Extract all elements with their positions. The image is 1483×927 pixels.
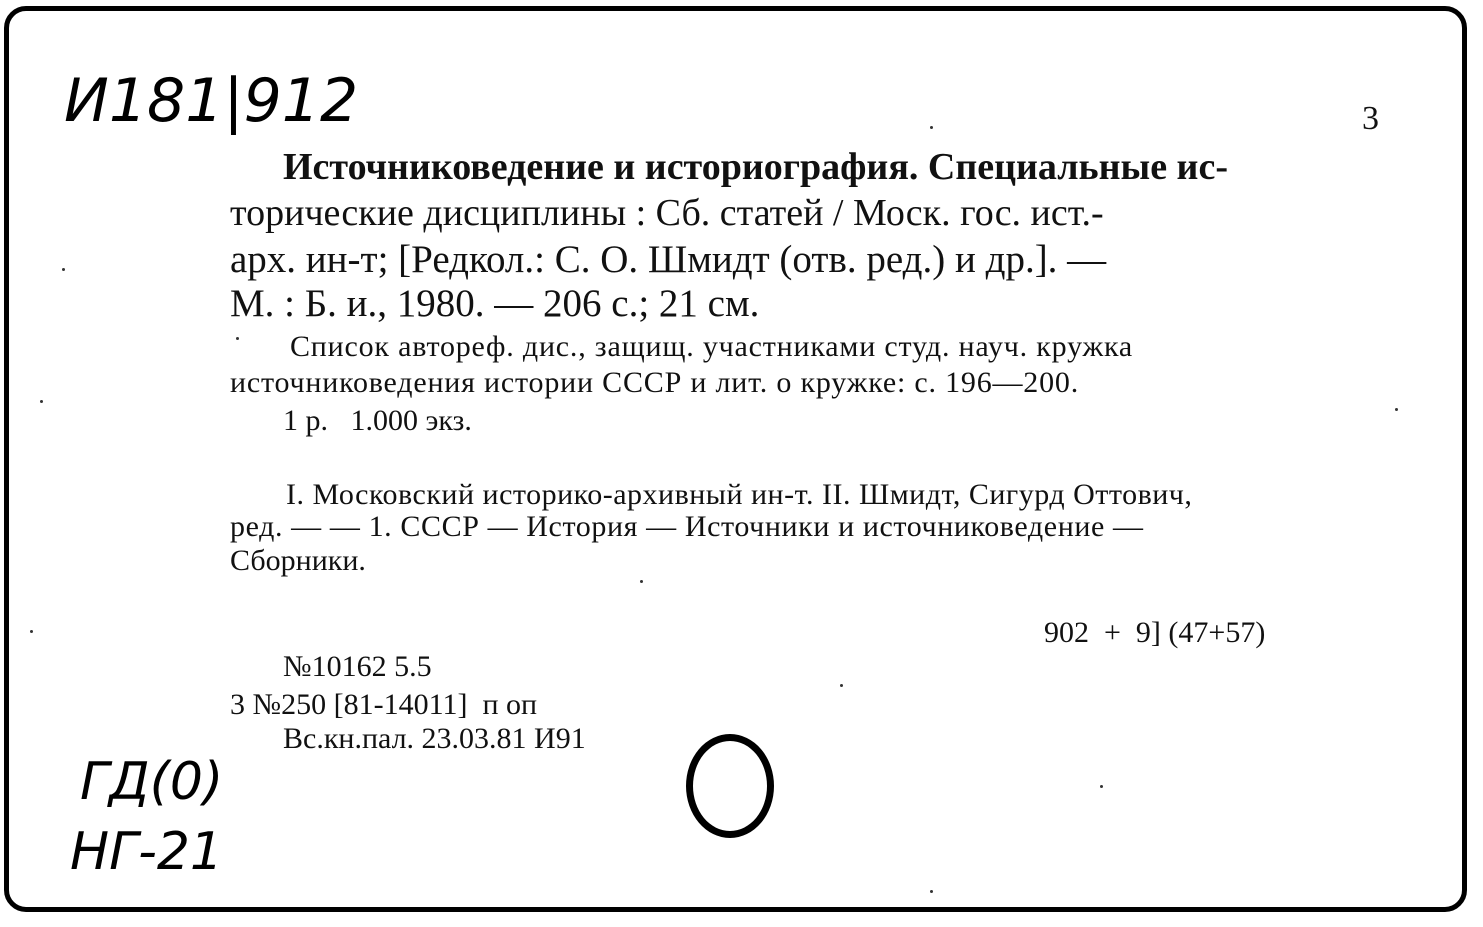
speck	[30, 630, 33, 633]
handwritten-call-number: И181|912	[64, 66, 359, 136]
note-line: Список автореф. дис., защищ. участниками студ. науч. кружка	[290, 330, 1134, 363]
classification-number: 902 + 9] (47+57)	[1044, 616, 1266, 649]
page-number: 3	[1362, 100, 1379, 137]
speck	[62, 268, 65, 271]
punch-hole	[686, 734, 774, 838]
tracing-line: Сборники.	[230, 544, 366, 577]
price-copies: 1 р. 1.000 экз.	[283, 404, 472, 437]
record-line: 3 №250 [81-14011] п оп	[230, 688, 538, 721]
handwritten-note-line: НГ-21	[70, 822, 224, 882]
record-line: Вс.кн.пал. 23.03.81 И91	[283, 722, 586, 755]
speck	[840, 684, 843, 687]
title-line: торические дисциплины : Сб. статей / Моск. гос. ист.-	[230, 192, 1104, 234]
note-line: источниковедения истории СССР и лит. о кружке: с. 196—200.	[230, 366, 1080, 399]
speck	[930, 126, 933, 129]
tracing-line: ред. — — 1. СССР — История — Источники и источниковедение —	[230, 510, 1144, 543]
title-line: арх. ин-т; [Редкол.: С. О. Шмидт (отв. ред.) и др.]. —	[230, 238, 1107, 281]
speck	[640, 580, 643, 583]
handwritten-note-line: ГД(0)	[80, 752, 224, 812]
speck	[1395, 408, 1398, 411]
record-line: №10162 5.5	[283, 650, 432, 683]
speck	[236, 337, 239, 340]
speck	[1100, 785, 1103, 788]
title-line: Источниковедение и историография. Специальные ис-	[283, 146, 1228, 188]
tracing-line: I. Московский историко-архивный ин-т. II. Шмидт, Сигурд Оттович,	[286, 478, 1193, 511]
speck	[930, 890, 933, 893]
title-line: М. : Б. и., 1980. — 206 с.; 21 см.	[230, 282, 760, 325]
speck	[40, 400, 43, 403]
